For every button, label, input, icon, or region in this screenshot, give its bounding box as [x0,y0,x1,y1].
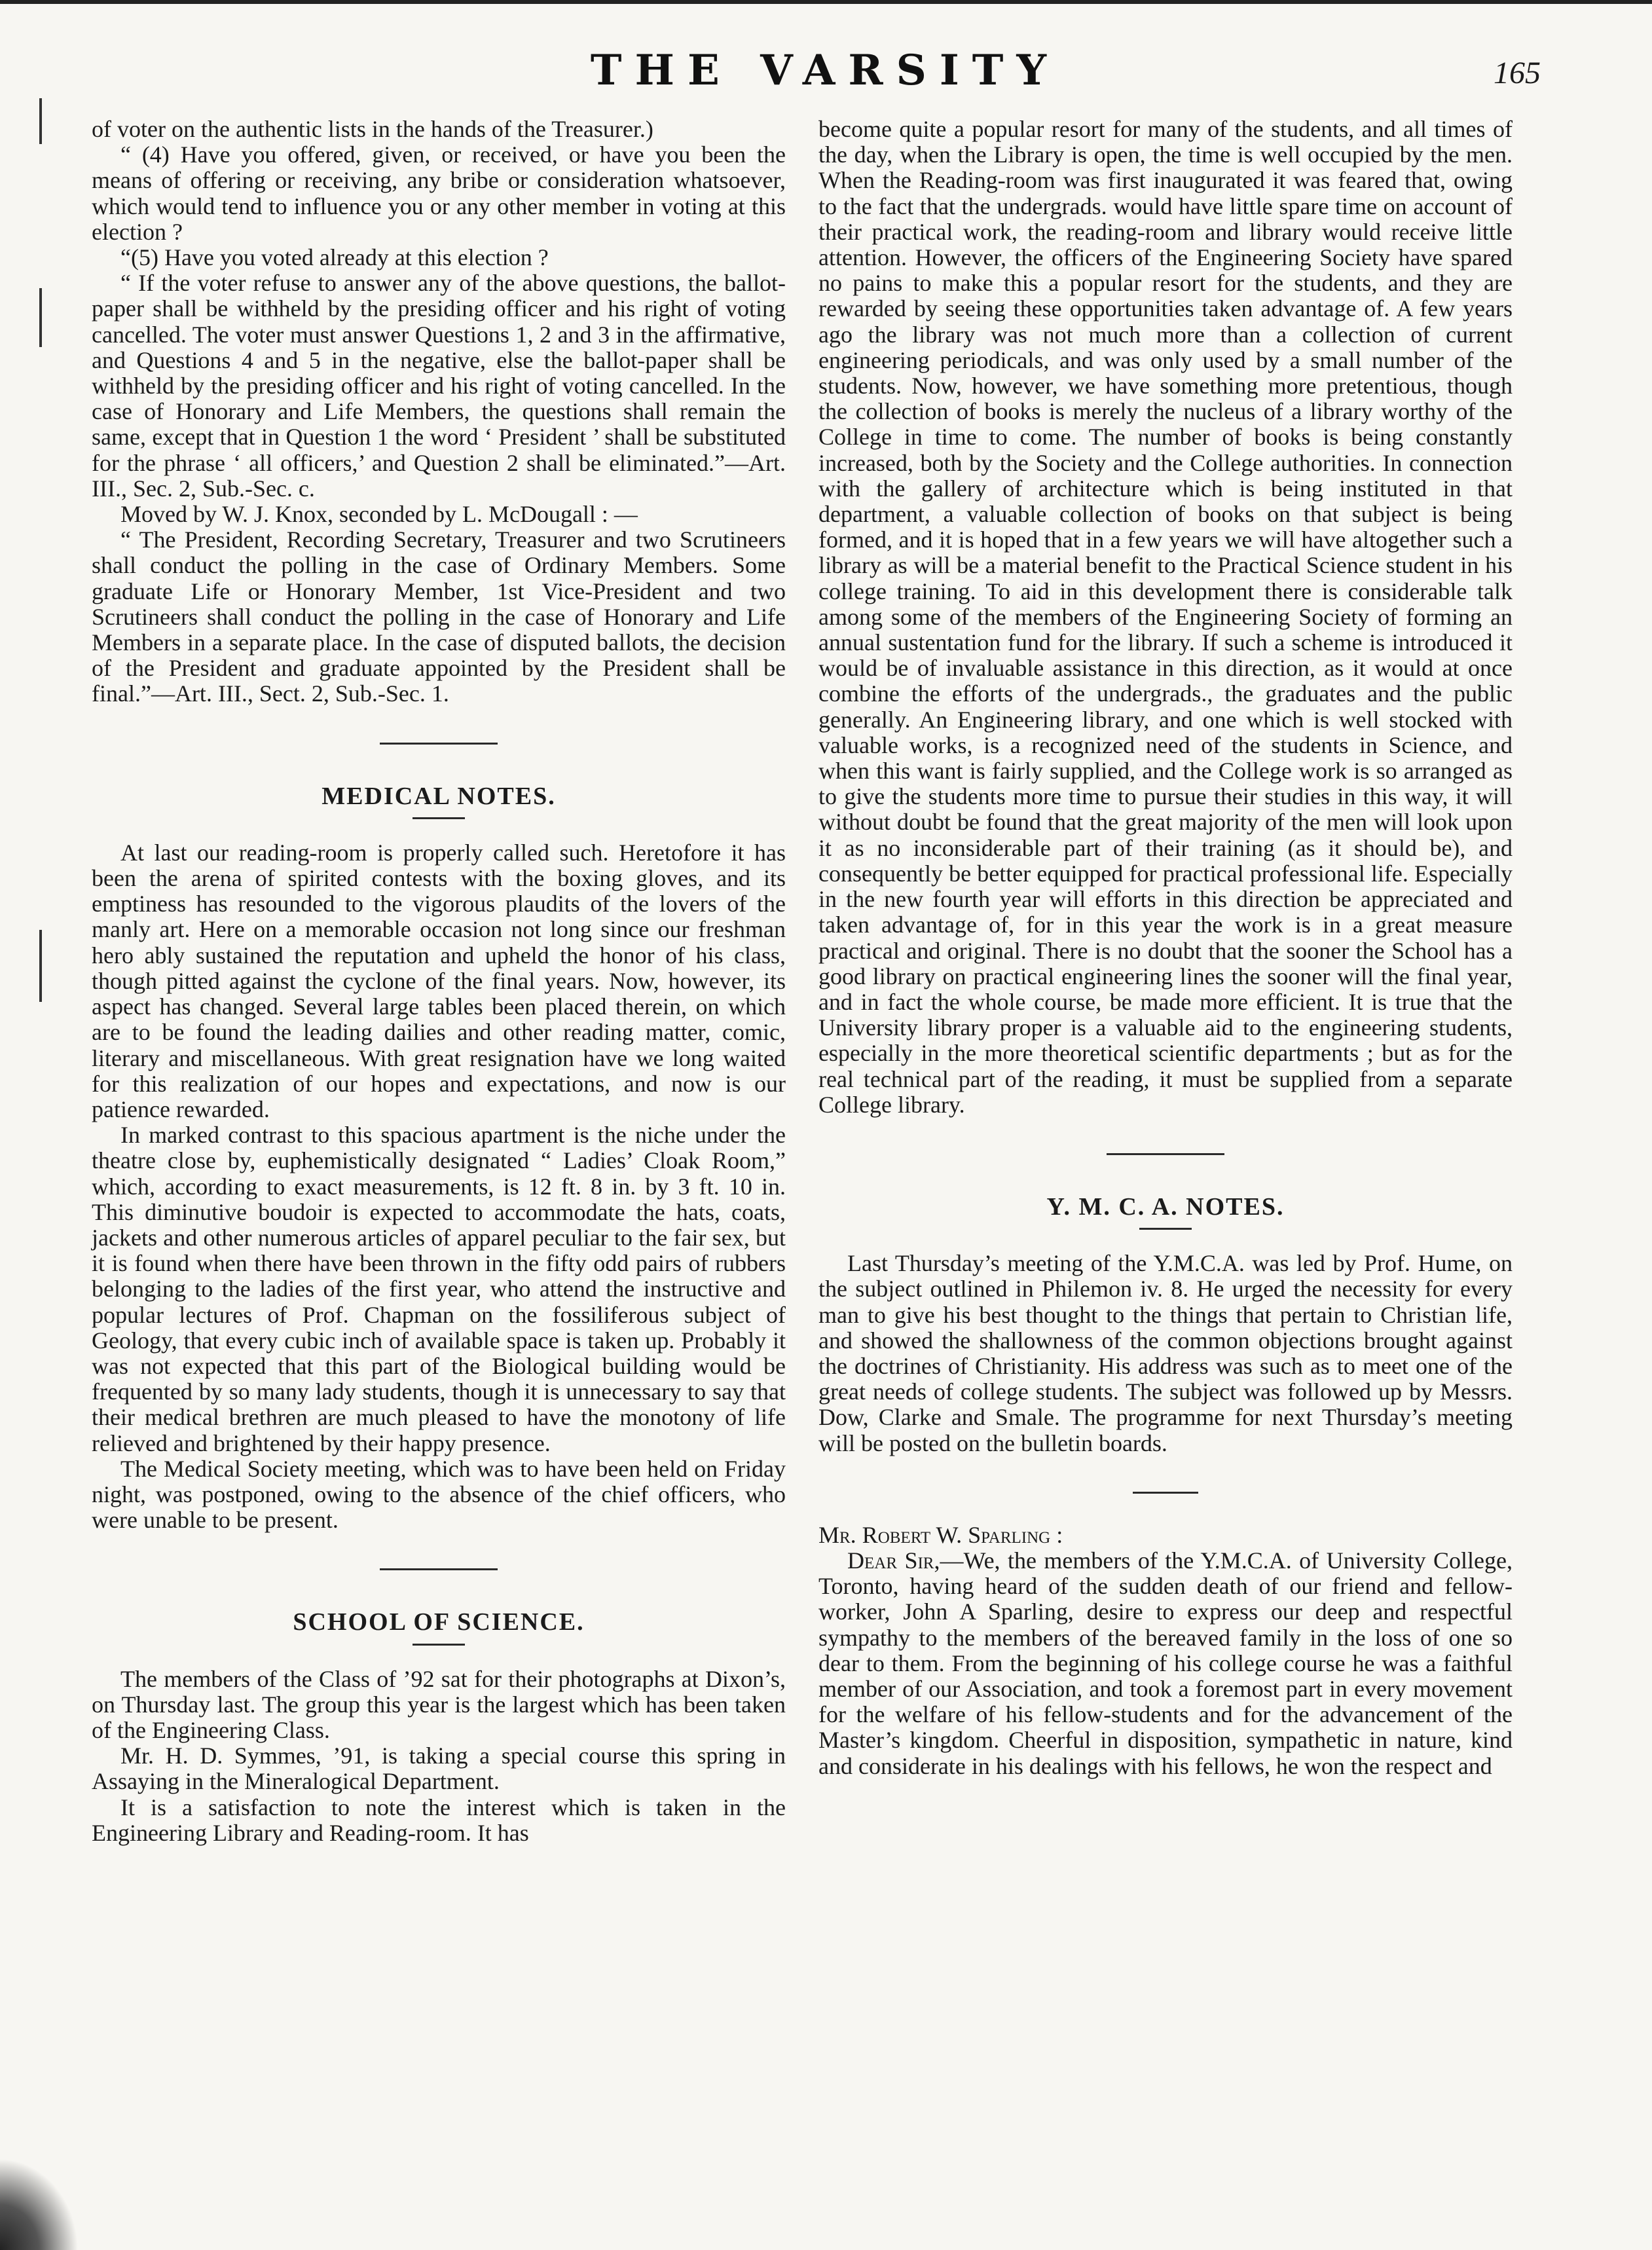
section-heading-medical-notes: MEDICAL NOTES. [321,782,556,810]
margin-mark [39,98,42,144]
page-number: 165 [1494,56,1541,90]
heading-rule [1139,1228,1192,1230]
section-heading-ymca-notes: Y. M. C. A. NOTES. [1046,1192,1285,1221]
margin-mark [39,930,42,1002]
section-separator [380,1568,498,1570]
page-shadow [0,2158,79,2250]
article-paragraph: “ The President, Recording Secretary, Treasurer and two Scrutineers shall conduct the polling in the case of Ordinary Members. Some graduate Life or Honorary Member, 1st Vice-President and two Scrutineers shall conduct the polling in the case of Honorary and Life Members in a separate place. In the case of disputed ballots, the decision of the President and graduate appointed by the President shall be final.”—Art. III., Sect. 2, Sub.-Sec. 1. [92,526,786,707]
section-separator [380,743,498,745]
article-paragraph: It is a satisfaction to note the interest which is taken in the Engineering Library and Reading-room. It has [92,1794,786,1846]
article-paragraph: become quite a popular resort for many of the students, and all times of the day, when the Library is open, the time is well occupied by the men. When the Reading-room was first inaugurated it was feared that, owing to the fact that the undergrads. would have little spare time on account of their practical work, the reading-room and library would receive little attention. However, the officers of the Engineering Society have spared no pains to make this a popular resort for the students, and they are rewarded by seeing these opportunities taken advantage of. A few years ago the library was not much more than a collection of current engineering periodicals, and was only used by a small number of the students. Now, however, we have something more pretentious, though the collection of books is merely the nucleus of a library worthy of the College in time to come. The number of books is being constantly increased, both by the Society and the College authorities. In connection with the gallery of architecture which is being instituted in that department, a valuable collection of books on that subject is being formed, and it is hoped that in a few years we will have altogether such a library as will be a material benefit to the Practical Science student in his college training. To aid in this development there is considerable talk among some of the members of the Engineering Society of forming an annual sustentation fund for the library. If such a scheme is introduced it would be of invaluable assistance in this direction, as it would at once combine the efforts of the undergrads., the graduates and the public generally. An Engineering library, and one which is well stocked with valuable works, is a recognized need of the students in Science, and when this want is fairly supplied, and the College work is so arranged as to give the students more time to pursue their studies in this way, it will without doubt be found that the great majority of the men will look upon it as no inconsiderable part of their training (as it should be), and consequently be better equipped for practical professional life. Especially in the new fourth year will efforts in this direction be appreciated and taken advantage of, for in this year the work is in a great measure practical and original. There is no doubt that the sooner the School has a good library on practical engineering lines the sooner will the final year, and in fact the whole course, be made more efficient. It is true that the University library proper is a valuable aid to the engineering students, especially in the more theoretical scientific departments ; but as for the real technical part of the reading, it must be supplied from a separate College library. [818,116,1513,1118]
top-rule [0,0,1652,4]
article-paragraph: Mr. H. D. Symmes, ’91, is taking a special course this spring in Assaying in the Mineralogical Department. [92,1743,786,1795]
article-paragraph: Last Thursday’s meeting of the Y.M.C.A. was led by Prof. Hume, on the subject outlined in Philemon iv. 8. He urged the necessity for every man to give his best thought to the things that pertain to Christian life, and showed the shallowness of the common objections brought against the doctrines of Christianity. His address was such as to meet one of the great needs of college students. The subject was followed up by Messrs. Dow, Clarke and Smale. The programme for next Thursday’s meeting will be posted on the bulletin boards. [818,1250,1513,1456]
section-separator [1133,1492,1198,1494]
article-paragraph: The Medical Society meeting, which was to have been held on Friday night, was postponed, owing to the absence of the chief officers, who were unable to be present. [92,1455,786,1534]
right-column [818,117,1513,1779]
letter-salutation: Dear Sir, [847,1547,940,1574]
article-paragraph: Moved by W. J. Knox, seconded by L. McDougall : — [120,501,638,528]
letter-body: —We, the members of the Y.M.C.A. of University College, Toronto, having heard of the sudden death of our friend and fellow-worker, John A Sparling, desire to express our deep and respectful sympathy to the members of the bereaved family in the loss of one so dear to them. From the beginning of his college course he was a faithful member of our Association, and took a foremost part in every movement for the welfare of his fellow-students and for the advancement of the Master’s kingdom. Cheerful in disposition, sympathetic in nature, kind and considerate in his dealings with his fellows, he won the respect and [818,1547,1513,1779]
heading-rule [413,1644,465,1646]
article-paragraph: “(5) Have you voted already at this election ? [120,244,549,271]
article-paragraph: At last our reading-room is properly called such. Heretofore it has been the arena of spirited contests with the boxing gloves, and its emptiness has resounded to the vigorous plaudits of the lovers of the manly art. Here on a memorable occasion not long since our freshman hero ably sustained the reputation and upheld the honor of his class, though pitted against the cyclone of the final years. Now, however, its aspect has changed. Several large tables been placed therein, on which are to be found the leading dailies and other reading matter, comic, literary and miscellaneous. With great resignation have we long waited for this realization of our hopes and expectations, and now is our patience rewarded. [92,839,786,1122]
left-column [92,117,786,1846]
letter-address: Mr. Robert W. Sparling : [818,1521,1063,1548]
masthead: THE VARSITY [590,46,1060,95]
margin-mark [39,288,42,347]
section-separator [1107,1153,1224,1155]
article-paragraph: “ (4) Have you offered, given, or received, or have you been the means of offering or receiving, any bribe or consideration whatsoever, which would tend to influence you or any other member in voting at this election ? [92,141,786,245]
section-heading-school-of-science: SCHOOL OF SCIENCE. [293,1608,585,1636]
letter-paragraph [818,1548,1513,1779]
article-paragraph: “ If the voter refuse to answer any of the above questions, the ballot-paper shall be withheld by the presiding officer and his right of voting cancelled. The voter must answer Questions 1, 2 and 3 in the affirmative, and Questions 4 and 5 in the negative, else the ballot-paper shall be withheld by the presiding officer and his right of voting cancelled. In the case of Honorary and Life Members, the questions shall remain the same, except that in Question 1 the word ‘ President ’ shall be substituted for the phrase ‘ all officers,’ and Question 2 shall be eliminated.”—Art. III., Sec. 2, Sub.-Sec. c. [92,270,786,502]
article-paragraph: The members of the Class of ’92 sat for their photographs at Dixon’s, on Thursday last. The group this year is the largest which has been taken of the Engineering Class. [92,1665,786,1743]
page-header [0,41,1652,100]
article-paragraph: of voter on the authentic lists in the hands of the Treasurer.) [92,116,653,142]
article-paragraph: In marked contrast to this spacious apartment is the niche under the theatre close by, euphemistically designated “ Ladies’ Cloak Room,” which, according to exact measurements, is 12 ft. 8 in. by 3 ft. 10 in. This diminutive boudoir is expected to accommodate the hats, coats, jackets and other numerous articles of apparel peculiar to the fair sex, but it is found when there have been thrown in the fifty odd pairs of rubbers belonging to the ladies of the first year, who attend the instructive and popular lectures of Prof. Chapman on the fossiliferous subject of Geology, that every cubic inch of available space is taken up. Probably it was not expected that this part of the Biological building would be frequented by so many lady students, though it is unnecessary to say that their medical brethren are much pleased to have the monotony of life relieved and brightened by their happy presence. [92,1122,786,1456]
heading-rule [413,817,465,819]
